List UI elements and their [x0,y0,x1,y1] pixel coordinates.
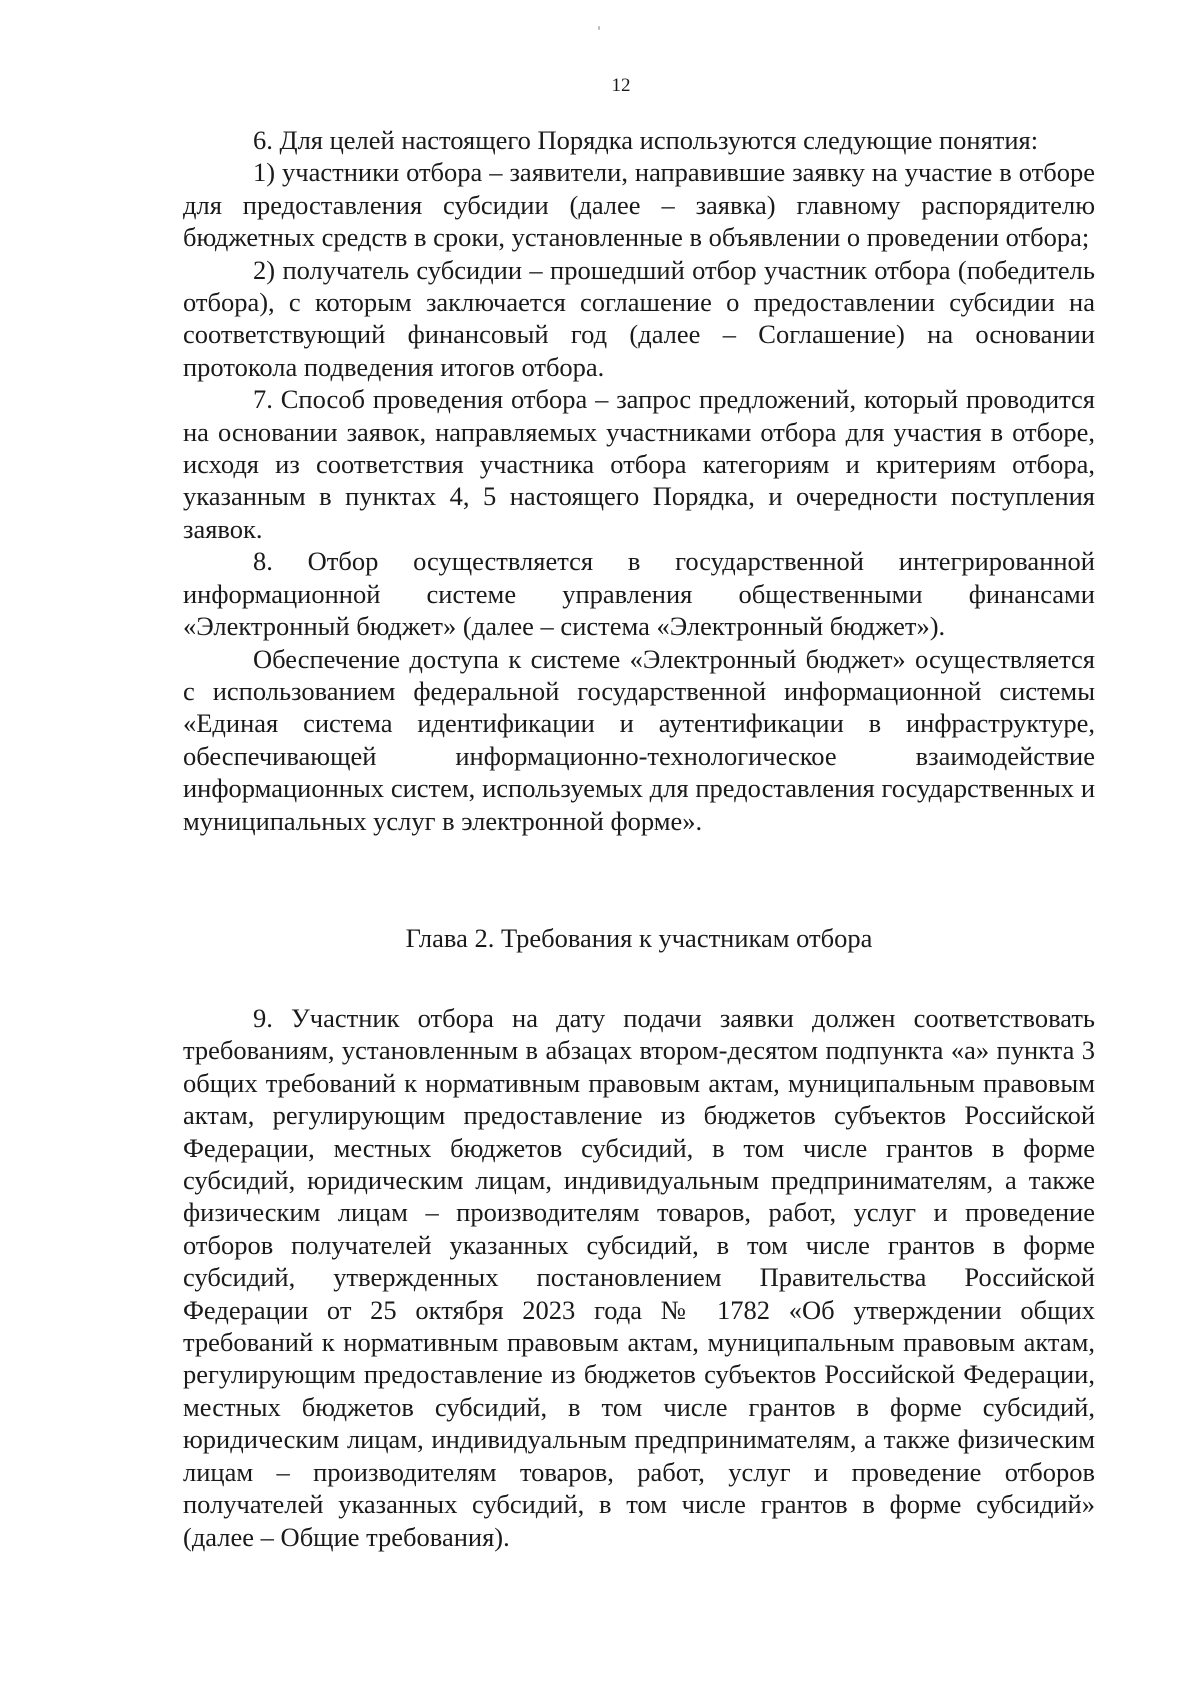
paragraph-8: 8. Отбор осуществляется в государственной интегрированной информационной системе управления общественными финансами «Электронный бюджет» (далее – система «Электронный бюджет»). [183,546,1095,642]
paragraph-7: 7. Способ проведения отбора – запрос предложений, который проводится на основании заявок, направляемых участниками отбора для участия в отборе, исходя из соответствия участника отбора категориям и критериям отбора, указанным в пунктах 4, 5 настоящего Порядка, и очередности поступления заявок. [183,384,1095,544]
paragraph-6-item-2: 2) получатель субсидии – прошедший отбор участник отбора (победитель отбора), с которым заключается соглашение о предоставлении субсидии на соответствующий финансовый год (далее – Соглашение) на основании протокола подведения итогов отбора. [183,254,1095,382]
paragraph-6-item-1: 1) участники отбора – заявители, направившие заявку на участие в отборе для предоставления субсидии (далее – заявка) главному распорядителю бюджетных средств в сроки, установленные в объявлении о проведении отбора; [183,157,1095,253]
page-number: 12 [611,75,631,96]
section-definitions [183,124,1095,837]
paragraph-8-access: Обеспечение доступа к системе «Электронный бюджет» осуществляется с использованием федеральной государственной информационной системы «Единая система идентификации и аутентификации в инфраструктуре, обеспечивающей информационно-технологическое взаимодействие информационных систем, используемых для предоставления государственных и муниципальных услуг в электронной форме». [183,643,1095,836]
scan-artifact [598,26,600,30]
chapter-heading: Глава 2. Требования к участникам отбора [405,923,873,953]
section-requirements [183,1002,1095,1553]
paragraph-6: 6. Для целей настоящего Порядка используются следующие понятия: [253,125,1039,155]
paragraph-9: 9. Участник отбора на дату подачи заявки должен соответствовать требованиям, установленным в абзацах втором-десятом подпункта «а» пункта 3 общих требований к нормативным правовым актам, муниципальным правовым актам, регулирующим предоставление из бюджетов субъектов Российской Федерации, местных бюджетов субсидий, в том числе грантов в форме субсидий, юридическим лицам, индивидуальным предпринимателям, а также физическим лицам – производителям товаров, работ, услуг и проведение отборов получателей указанных субсидий, в том числе грантов в форме субсидий, утвержденных постановлением Правительства Российской Федерации от 25 октября 2023 года № 1782 «Об утверждении общих требований к нормативным правовым актам, муниципальным правовым актам, регулирующим предоставление из бюджетов субъектов Российской Федерации, местных бюджетов субсидий, в том числе грантов в форме субсидий, юридическим лицам, индивидуальным предпринимателям, а также физическим лицам – производителям товаров, работ, услуг и проведение отборов получателей указанных субсидий, в том числе грантов в форме субсидий» (далее – Общие требования). [183,1003,1095,1552]
